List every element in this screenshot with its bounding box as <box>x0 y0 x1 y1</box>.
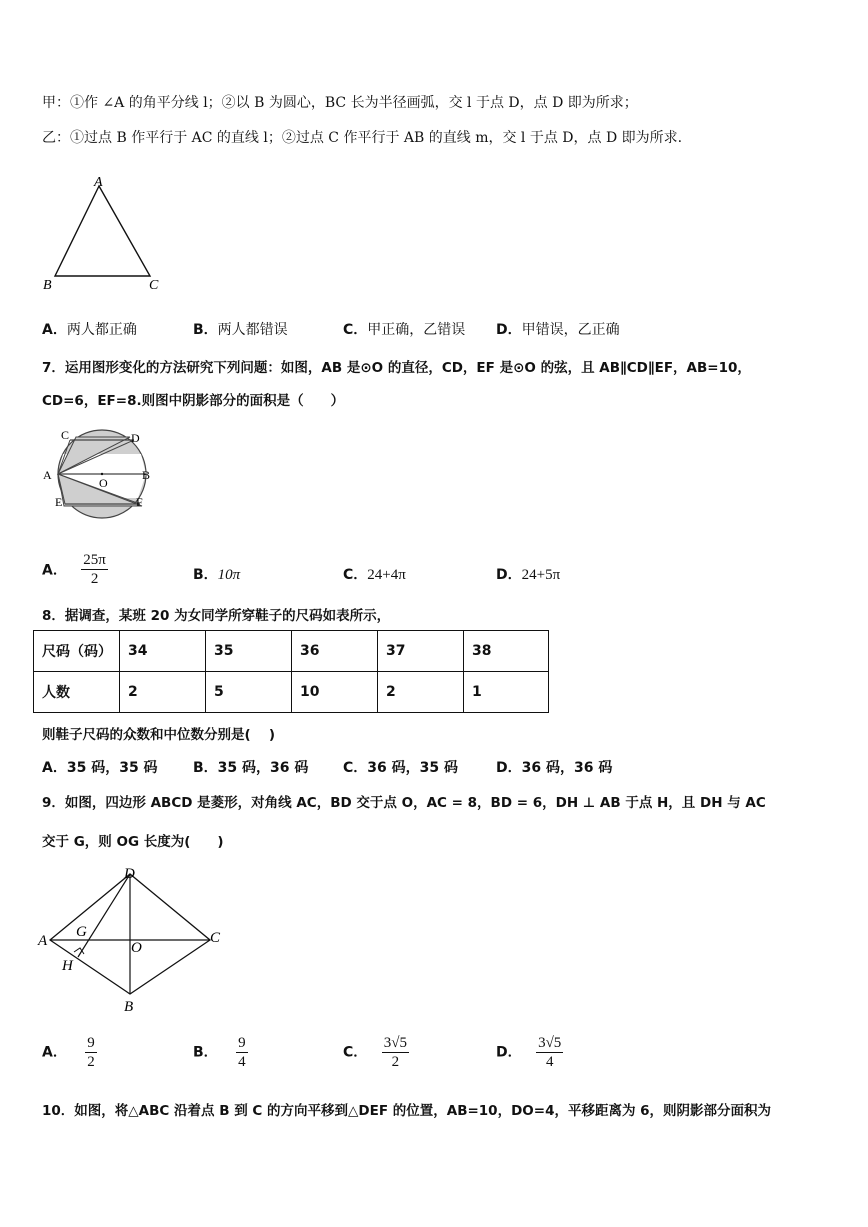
q6-option-a[interactable]: A．两人都正确 <box>42 322 137 338</box>
fraction: $\frac{3√5}{4}$ <box>538 1035 562 1070</box>
table-cell: 人数 <box>34 672 120 713</box>
label-b: B <box>142 468 151 482</box>
fraction: $\frac{9}{4}$ <box>238 1035 246 1070</box>
q9-stem-line2: 交于 G，则 OG 长度为( ) <box>42 834 224 850</box>
label-o: O <box>99 476 108 490</box>
q7-option-d[interactable]: D．24+5π <box>496 567 561 583</box>
fraction: $\frac{9}{2}$ <box>87 1035 95 1070</box>
q8-option-d[interactable]: D．36 码，36 码 <box>496 760 613 776</box>
q9-rhombus-figure <box>36 862 236 1017</box>
q6-option-d[interactable]: D．甲错误，乙正确 <box>496 322 620 338</box>
table-cell: 2 <box>378 672 464 713</box>
center-dot <box>101 473 103 475</box>
fraction: $\frac{25\pi}{2}$ <box>83 552 106 587</box>
q6-option-c[interactable]: C．甲正确，乙错误 <box>343 322 466 338</box>
table-cell: 5 <box>206 672 292 713</box>
table-cell: 1 <box>464 672 549 713</box>
q6-option-b[interactable]: B．两人都错误 <box>193 322 288 338</box>
table-row <box>34 672 549 713</box>
q9-option-d[interactable]: D． $\frac{3√5}{4}$ <box>496 1035 562 1070</box>
q7-option-a[interactable]: A． $\frac{25\pi}{2}$ <box>42 552 106 587</box>
segment-dh <box>78 874 130 957</box>
q7-option-c[interactable]: C．24+4π <box>343 567 406 583</box>
label-c: C <box>149 278 159 293</box>
table-cell: 38 <box>464 631 549 672</box>
table-cell: 尺码（码） <box>34 631 120 672</box>
q7-option-b[interactable]: B．10π <box>193 567 241 583</box>
shoe-size-table <box>33 630 549 713</box>
label-e: E <box>55 495 63 509</box>
label-d: D <box>131 431 140 445</box>
q6-triangle-figure <box>38 172 168 297</box>
label-a: A <box>43 468 52 482</box>
table-cell: 35 <box>206 631 292 672</box>
q8-option-a[interactable]: A．35 码，35 码 <box>42 760 158 776</box>
label-b: B <box>43 278 52 293</box>
q8-option-c[interactable]: C．36 码，35 码 <box>343 760 458 776</box>
label-g: G <box>76 924 87 940</box>
label-c: C <box>61 428 70 442</box>
q7-stem-line1: 7．运用图形变化的方法研究下列问题：如图，AB 是⊙O 的直径，CD，EF 是⊙O 的弦，且 AB∥CD∥EF，AB=10， <box>42 360 751 376</box>
q7-circle-figure <box>40 425 170 520</box>
q9-option-b[interactable]: B． $\frac{9}{4}$ <box>193 1035 246 1070</box>
q9-stem-line1: 9．如图，四边形 ABCD 是菱形，对角线 AC，BD 交于点 O，AC = 8，BD = 6，DH ⊥ AB 于点 H，且 DH 与 AC <box>42 795 766 811</box>
label-a: A <box>94 175 103 190</box>
label-b: B <box>124 999 134 1015</box>
table-cell: 2 <box>120 672 206 713</box>
table-cell: 36 <box>292 631 378 672</box>
table-cell: 34 <box>120 631 206 672</box>
triangle-abc <box>55 186 150 276</box>
q9-option-a[interactable]: A． $\frac{9}{2}$ <box>42 1035 95 1070</box>
table-row <box>34 631 549 672</box>
q8-question: 则鞋子尺码的众数和中位数分别是( ) <box>42 727 276 743</box>
table-cell: 10 <box>292 672 378 713</box>
table-cell: 37 <box>378 631 464 672</box>
q8-stem: 8．据调查，某班 20 为女同学所穿鞋子的尺码如表所示， <box>42 608 391 624</box>
q10-stem-line1: 10．如图，将△ABC 沿着点 B 到 C 的方向平移到△DEF 的位置，AB=10，DO=4，平移距离为 6，则阴影部分面积为 <box>42 1103 772 1119</box>
label-a: A <box>38 933 48 949</box>
q6-jia-text: 甲：①作 ∠A 的角平分线 l；②以 B 为圆心，BC 长为半径画弧，交 l 于点 D，点 D 即为所求； <box>42 95 638 111</box>
fraction: $\frac{3√5}{2}$ <box>383 1035 407 1070</box>
q9-option-c[interactable]: C． $\frac{3√5}{2}$ <box>343 1035 407 1070</box>
q6-yi-text: 乙：①过点 B 作平行于 AC 的直线 l；②过点 C 作平行于 AB 的直线 m，交 l 于点 D，点 D 即为所求. <box>42 130 683 146</box>
label-d: D <box>124 866 135 882</box>
label-h: H <box>62 958 73 974</box>
label-o: O <box>131 940 142 956</box>
label-c: C <box>210 930 221 946</box>
q7-stem-line2: CD=6，EF=8.则图中阴影部分的面积是（ ） <box>42 393 345 409</box>
q8-option-b[interactable]: B．35 码，36 码 <box>193 760 309 776</box>
label-f: F <box>136 495 143 509</box>
